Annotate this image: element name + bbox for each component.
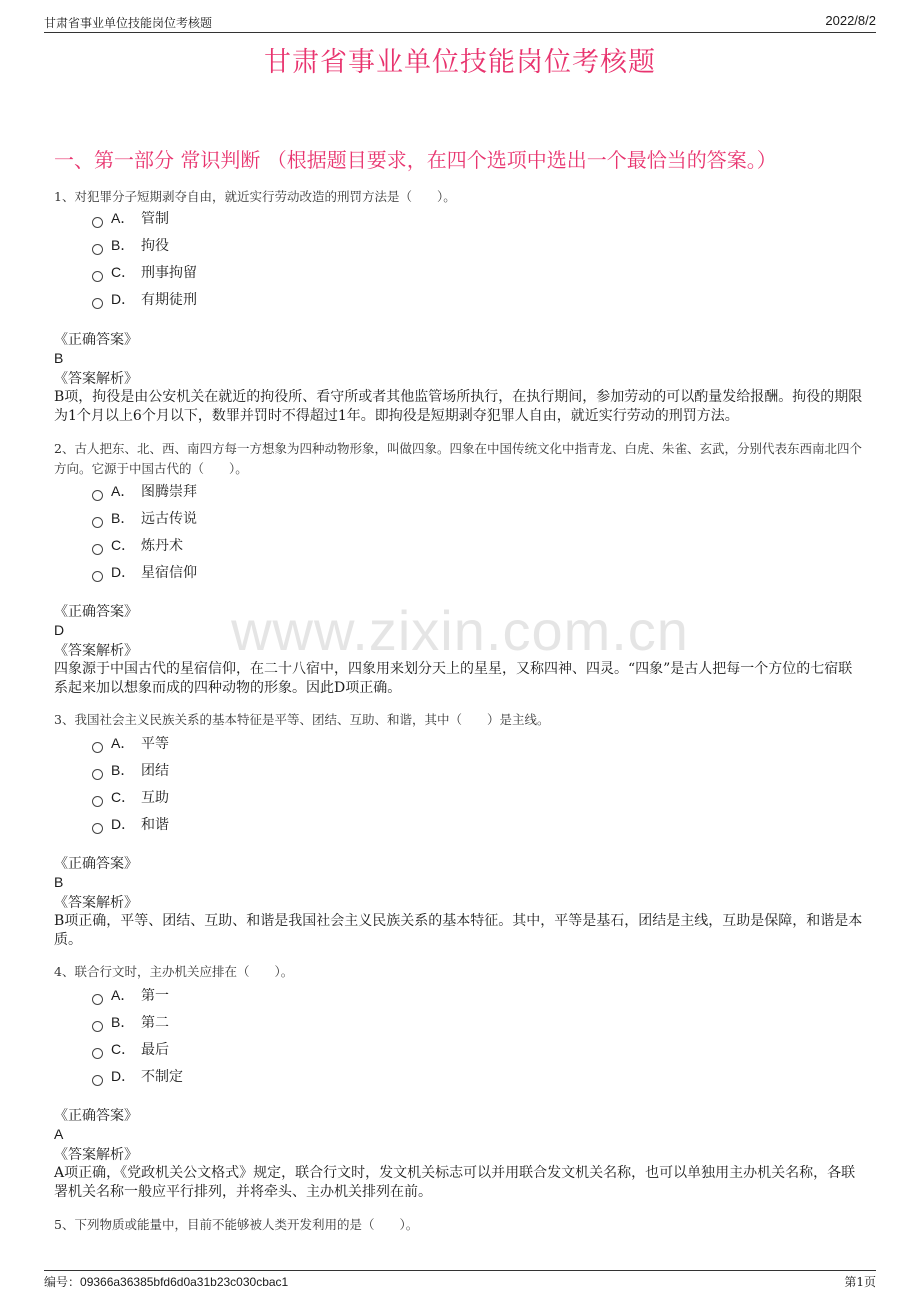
option-letter: C． bbox=[111, 1041, 136, 1057]
question-1-option-c[interactable] bbox=[92, 262, 197, 282]
option-text: 星宿信仰 bbox=[141, 565, 197, 581]
answer-label: 《正确答案》 bbox=[54, 604, 138, 620]
question-2-explanation: 四象源于中国古代的星宿信仰，在二十八宿中，四象用来划分天上的星星，又称四神、四灵。“四象”是古人把每一个方位的七宿联系起来加以想象而成的四种动物的形象。因此D项正确。 bbox=[54, 661, 853, 696]
question-1-option-b[interactable] bbox=[92, 235, 169, 255]
question-3-option-d[interactable] bbox=[92, 814, 169, 834]
question-3-option-a[interactable] bbox=[92, 733, 169, 753]
option-letter: C． bbox=[111, 264, 136, 280]
page-header bbox=[44, 12, 876, 33]
footer-document-id bbox=[44, 1273, 288, 1290]
option-text: 远古传说 bbox=[141, 511, 197, 527]
question-3-answer: B bbox=[54, 874, 64, 890]
option-text: 互助 bbox=[141, 790, 169, 806]
header-doc-title: 甘肃省事业单位技能岗位考核题 bbox=[44, 16, 213, 30]
option-letter: B． bbox=[111, 1014, 135, 1030]
question-5-text: 5、下列物质或能量中，目前不能够被人类开发利用的是（ ）。 bbox=[54, 1217, 419, 1232]
question-4-answer: A bbox=[54, 1126, 64, 1142]
option-text: 第一 bbox=[141, 988, 169, 1004]
radio-icon[interactable] bbox=[92, 1021, 103, 1032]
option-text: 有期徒刑 bbox=[141, 292, 197, 308]
question-4-option-d[interactable] bbox=[92, 1066, 183, 1086]
footer-page-number: 第1页 bbox=[844, 1275, 876, 1289]
option-letter: C． bbox=[111, 789, 136, 805]
option-letter: D． bbox=[111, 291, 136, 307]
radio-icon[interactable] bbox=[92, 571, 103, 582]
answer-label: 《正确答案》 bbox=[54, 332, 138, 348]
question-4-option-c[interactable] bbox=[92, 1039, 169, 1059]
answer-label: 《正确答案》 bbox=[54, 1108, 138, 1124]
radio-icon[interactable] bbox=[92, 769, 103, 780]
option-text: 团结 bbox=[141, 763, 169, 779]
option-letter: C． bbox=[111, 537, 136, 553]
question-4-option-a[interactable] bbox=[92, 985, 169, 1005]
footer-id-code: 09366a36385bfd6d0a31b23c030cbac1 bbox=[80, 1275, 289, 1289]
question-1-explanation: B项，拘役是由公安机关在就近的拘役所、看守所或者其他监管场所执行，在执行期间，参加劳动的可以酌量发给报酬。拘役的期限为1个月以上6个月以下，数罪并罚时不得超过1年。即拘役是短期剥夺犯罪人自由，就近实行劳动的刑罚方法。 bbox=[54, 389, 863, 424]
radio-icon[interactable] bbox=[92, 742, 103, 753]
question-4-option-b[interactable] bbox=[92, 1012, 169, 1032]
option-text: 平等 bbox=[141, 736, 169, 752]
question-1-option-a[interactable] bbox=[92, 208, 169, 228]
radio-icon[interactable] bbox=[92, 994, 103, 1005]
option-letter: D． bbox=[111, 564, 136, 580]
document-title: 甘肃省事业单位技能岗位考核题 bbox=[264, 47, 656, 78]
option-letter: B． bbox=[111, 762, 135, 778]
question-2-option-b[interactable] bbox=[92, 508, 197, 528]
question-4-explanation: A项正确，《党政机关公文格式》规定，联合行文时，发文机关标志可以并用联合发文机关名称，也可以单独用主办机关名称，各联署机关名称一般应平行排列，并将牵头、主办机关排列在前。 bbox=[54, 1165, 856, 1200]
explanation-label: 《答案解析》 bbox=[54, 371, 138, 387]
option-text: 和谐 bbox=[141, 817, 169, 833]
option-letter: B． bbox=[111, 237, 135, 253]
radio-icon[interactable] bbox=[92, 823, 103, 834]
option-letter: D． bbox=[111, 1068, 136, 1084]
radio-icon[interactable] bbox=[92, 217, 103, 228]
question-3-option-b[interactable] bbox=[92, 760, 169, 780]
option-letter: B． bbox=[111, 510, 135, 526]
answer-label: 《正确答案》 bbox=[54, 856, 138, 872]
radio-icon[interactable] bbox=[92, 490, 103, 501]
radio-icon[interactable] bbox=[92, 1048, 103, 1059]
option-letter: A． bbox=[111, 210, 135, 226]
explanation-label: 《答案解析》 bbox=[54, 895, 138, 911]
question-2-option-a[interactable] bbox=[92, 481, 197, 501]
question-1-answer: B bbox=[54, 350, 64, 366]
question-3-text: 3、我国社会主义民族关系的基本特征是平等、团结、互助、和谐，其中（ ）是主线。 bbox=[54, 712, 550, 727]
question-2-text: 2、古人把东、北、西、南四方每一方想象为四种动物形象，叫做四象。四象在中国传统文化中指青龙、白虎、朱雀、玄武，分别代表东西南北四个方向。它源于中国古代的（ ）。 bbox=[54, 441, 862, 476]
option-text: 炼丹术 bbox=[141, 538, 183, 554]
question-1-text: 1、对犯罪分子短期剥夺自由，就近实行劳动改造的刑罚方法是（ ）。 bbox=[54, 189, 456, 204]
radio-icon[interactable] bbox=[92, 544, 103, 555]
radio-icon[interactable] bbox=[92, 244, 103, 255]
explanation-label: 《答案解析》 bbox=[54, 643, 138, 659]
question-1-option-d[interactable] bbox=[92, 289, 197, 309]
question-2-answer: D bbox=[54, 622, 65, 638]
option-text: 图腾崇拜 bbox=[141, 484, 197, 500]
page-footer bbox=[44, 1270, 876, 1289]
option-text: 管制 bbox=[141, 211, 169, 227]
option-letter: A． bbox=[111, 987, 135, 1003]
option-text: 拘役 bbox=[141, 238, 169, 254]
question-2-option-c[interactable] bbox=[92, 535, 183, 555]
option-letter: D． bbox=[111, 816, 136, 832]
radio-icon[interactable] bbox=[92, 517, 103, 528]
option-text: 第二 bbox=[141, 1015, 169, 1031]
question-2-option-d[interactable] bbox=[92, 562, 197, 582]
section-heading: 一、第一部分 常识判断 （根据题目要求，在四个选项中选出一个最恰当的答案。） bbox=[54, 148, 777, 172]
option-text: 刑事拘留 bbox=[141, 265, 197, 281]
radio-icon[interactable] bbox=[92, 271, 103, 282]
header-date: 2022/8/2 bbox=[825, 13, 876, 28]
watermark: www.zixin.com.cn bbox=[231, 599, 689, 662]
option-letter: A． bbox=[111, 483, 135, 499]
option-text: 不制定 bbox=[141, 1069, 183, 1085]
explanation-label: 《答案解析》 bbox=[54, 1147, 138, 1163]
question-3-option-c[interactable] bbox=[92, 787, 169, 807]
radio-icon[interactable] bbox=[92, 1075, 103, 1086]
radio-icon[interactable] bbox=[92, 298, 103, 309]
option-letter: A． bbox=[111, 735, 135, 751]
question-3-explanation: B项正确，平等、团结、互助、和谐是我国社会主义民族关系的基本特征。其中，平等是基石，团结是主线，互助是保障，和谐是本质。 bbox=[54, 913, 863, 948]
footer-id-label: 编号： bbox=[44, 1275, 81, 1289]
radio-icon[interactable] bbox=[92, 796, 103, 807]
option-text: 最后 bbox=[141, 1042, 169, 1058]
question-4-text: 4、联合行文时，主办机关应排在（ ）。 bbox=[54, 964, 294, 979]
